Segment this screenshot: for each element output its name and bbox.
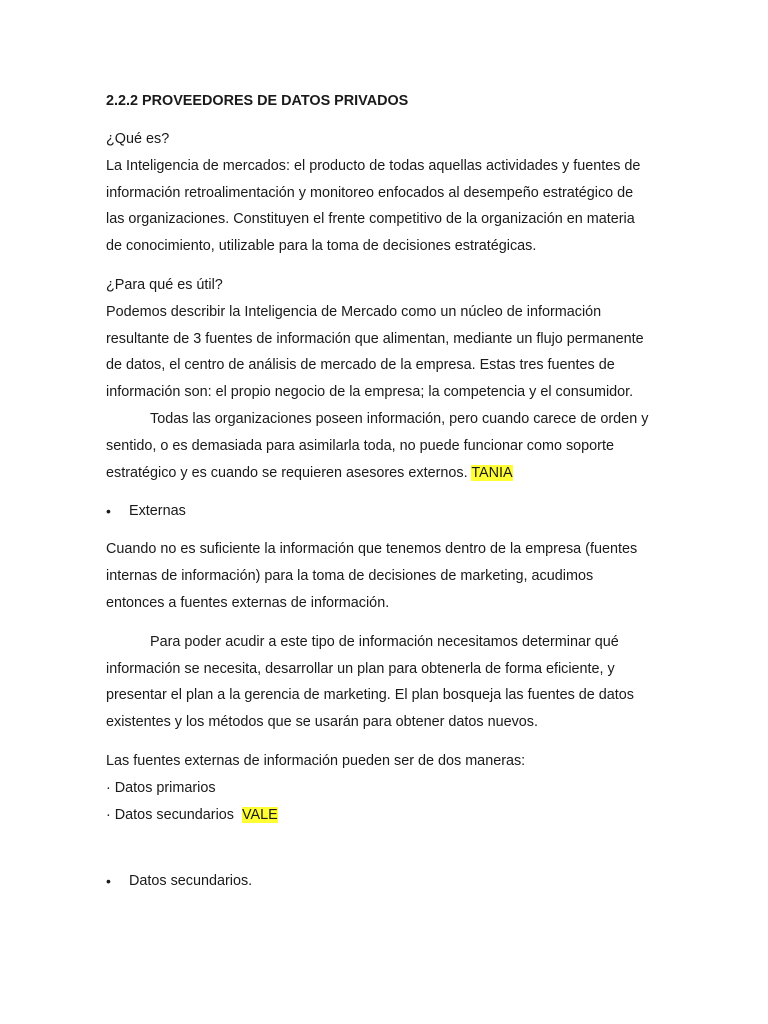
text-line: sentido, o es demasiada para asimilarla toda, no puede funcionar como soporte <box>106 437 614 454</box>
bullet-label: Datos secundarios. <box>129 873 253 890</box>
text-line: existentes y los métodos que se usarán para obtener datos nuevos. <box>106 714 538 731</box>
question-para-que-es-util: ¿Para qué es útil? <box>106 276 223 293</box>
text-fragment: · Datos secundarios <box>106 806 242 823</box>
text-line: Podemos describir la Inteligencia de Mercado como un núcleo de información <box>106 303 602 320</box>
text-line: La Inteligencia de mercados: el producto de todas aquellas actividades y fuentes de <box>106 157 641 174</box>
paragraph-dos-maneras <box>106 748 686 828</box>
paragraph-que-es <box>106 126 686 260</box>
text-line: información son: el propio negocio de la empresa; la competencia y el consumidor. <box>106 384 634 401</box>
text-line: Todas las organizaciones poseen información, pero cuando carece de orden y <box>150 410 649 427</box>
spacer <box>106 840 686 868</box>
bullet-icon: • <box>106 503 111 520</box>
text-line: las organizaciones. Constituyen el frente competitivo de la organización en materia <box>106 211 635 228</box>
text-line: de datos, el centro de análisis de mercado de la empresa. Estas tres fuentes de <box>106 357 615 374</box>
section-heading: 2.2.2 PROVEEDORES DE DATOS PRIVADOS <box>106 93 409 109</box>
list-item-datos-secundarios <box>106 802 686 829</box>
paragraph-fuentes-internas <box>106 536 686 616</box>
question-que-es: ¿Qué es? <box>106 131 170 147</box>
text-line: presentar el plan a la gerencia de marketing. El plan bosqueja las fuentes de datos <box>106 687 634 704</box>
text-fragment: estratégico y es cuando se requieren asesores externos. <box>106 464 472 481</box>
text-line-with-highlight <box>106 460 686 487</box>
text-line: entonces a fuentes externas de información. <box>106 594 390 611</box>
text-line: información se necesita, desarrollar un plan para obtenerla de forma eficiente, y <box>106 660 615 677</box>
text-line: Para poder acudir a este tipo de información necesitamos determinar qué <box>150 633 619 650</box>
bullet-label: Externas <box>129 503 186 520</box>
text-line: resultante de 3 fuentes de información que alimentan, mediante un flujo permanente <box>106 330 644 347</box>
bullet-datos-secundarios <box>106 868 686 894</box>
text-line: Cuando no es suficiente la información que tenemos dentro de la empresa (fuentes <box>106 541 638 558</box>
document-page <box>106 88 686 906</box>
bullet-externas <box>106 498 686 524</box>
list-item-datos-primarios: · Datos primarios <box>106 779 216 796</box>
highlight-vale: VALE <box>241 806 278 823</box>
text-line: información retroalimentación y monitoreo enfocados al desempeño estratégico de <box>106 184 634 201</box>
bullet-icon: • <box>106 873 111 890</box>
text-line: internas de información) para la toma de decisiones de marketing, acudimos <box>106 568 594 585</box>
paragraph-para-que-es-util <box>106 272 686 486</box>
paragraph-plan <box>106 629 686 736</box>
text-line: de conocimiento, utilizable para la toma de decisiones estratégicas. <box>106 238 537 255</box>
highlight-tania: TANIA <box>471 464 513 481</box>
text-line: Las fuentes externas de información pueden ser de dos maneras: <box>106 752 526 769</box>
